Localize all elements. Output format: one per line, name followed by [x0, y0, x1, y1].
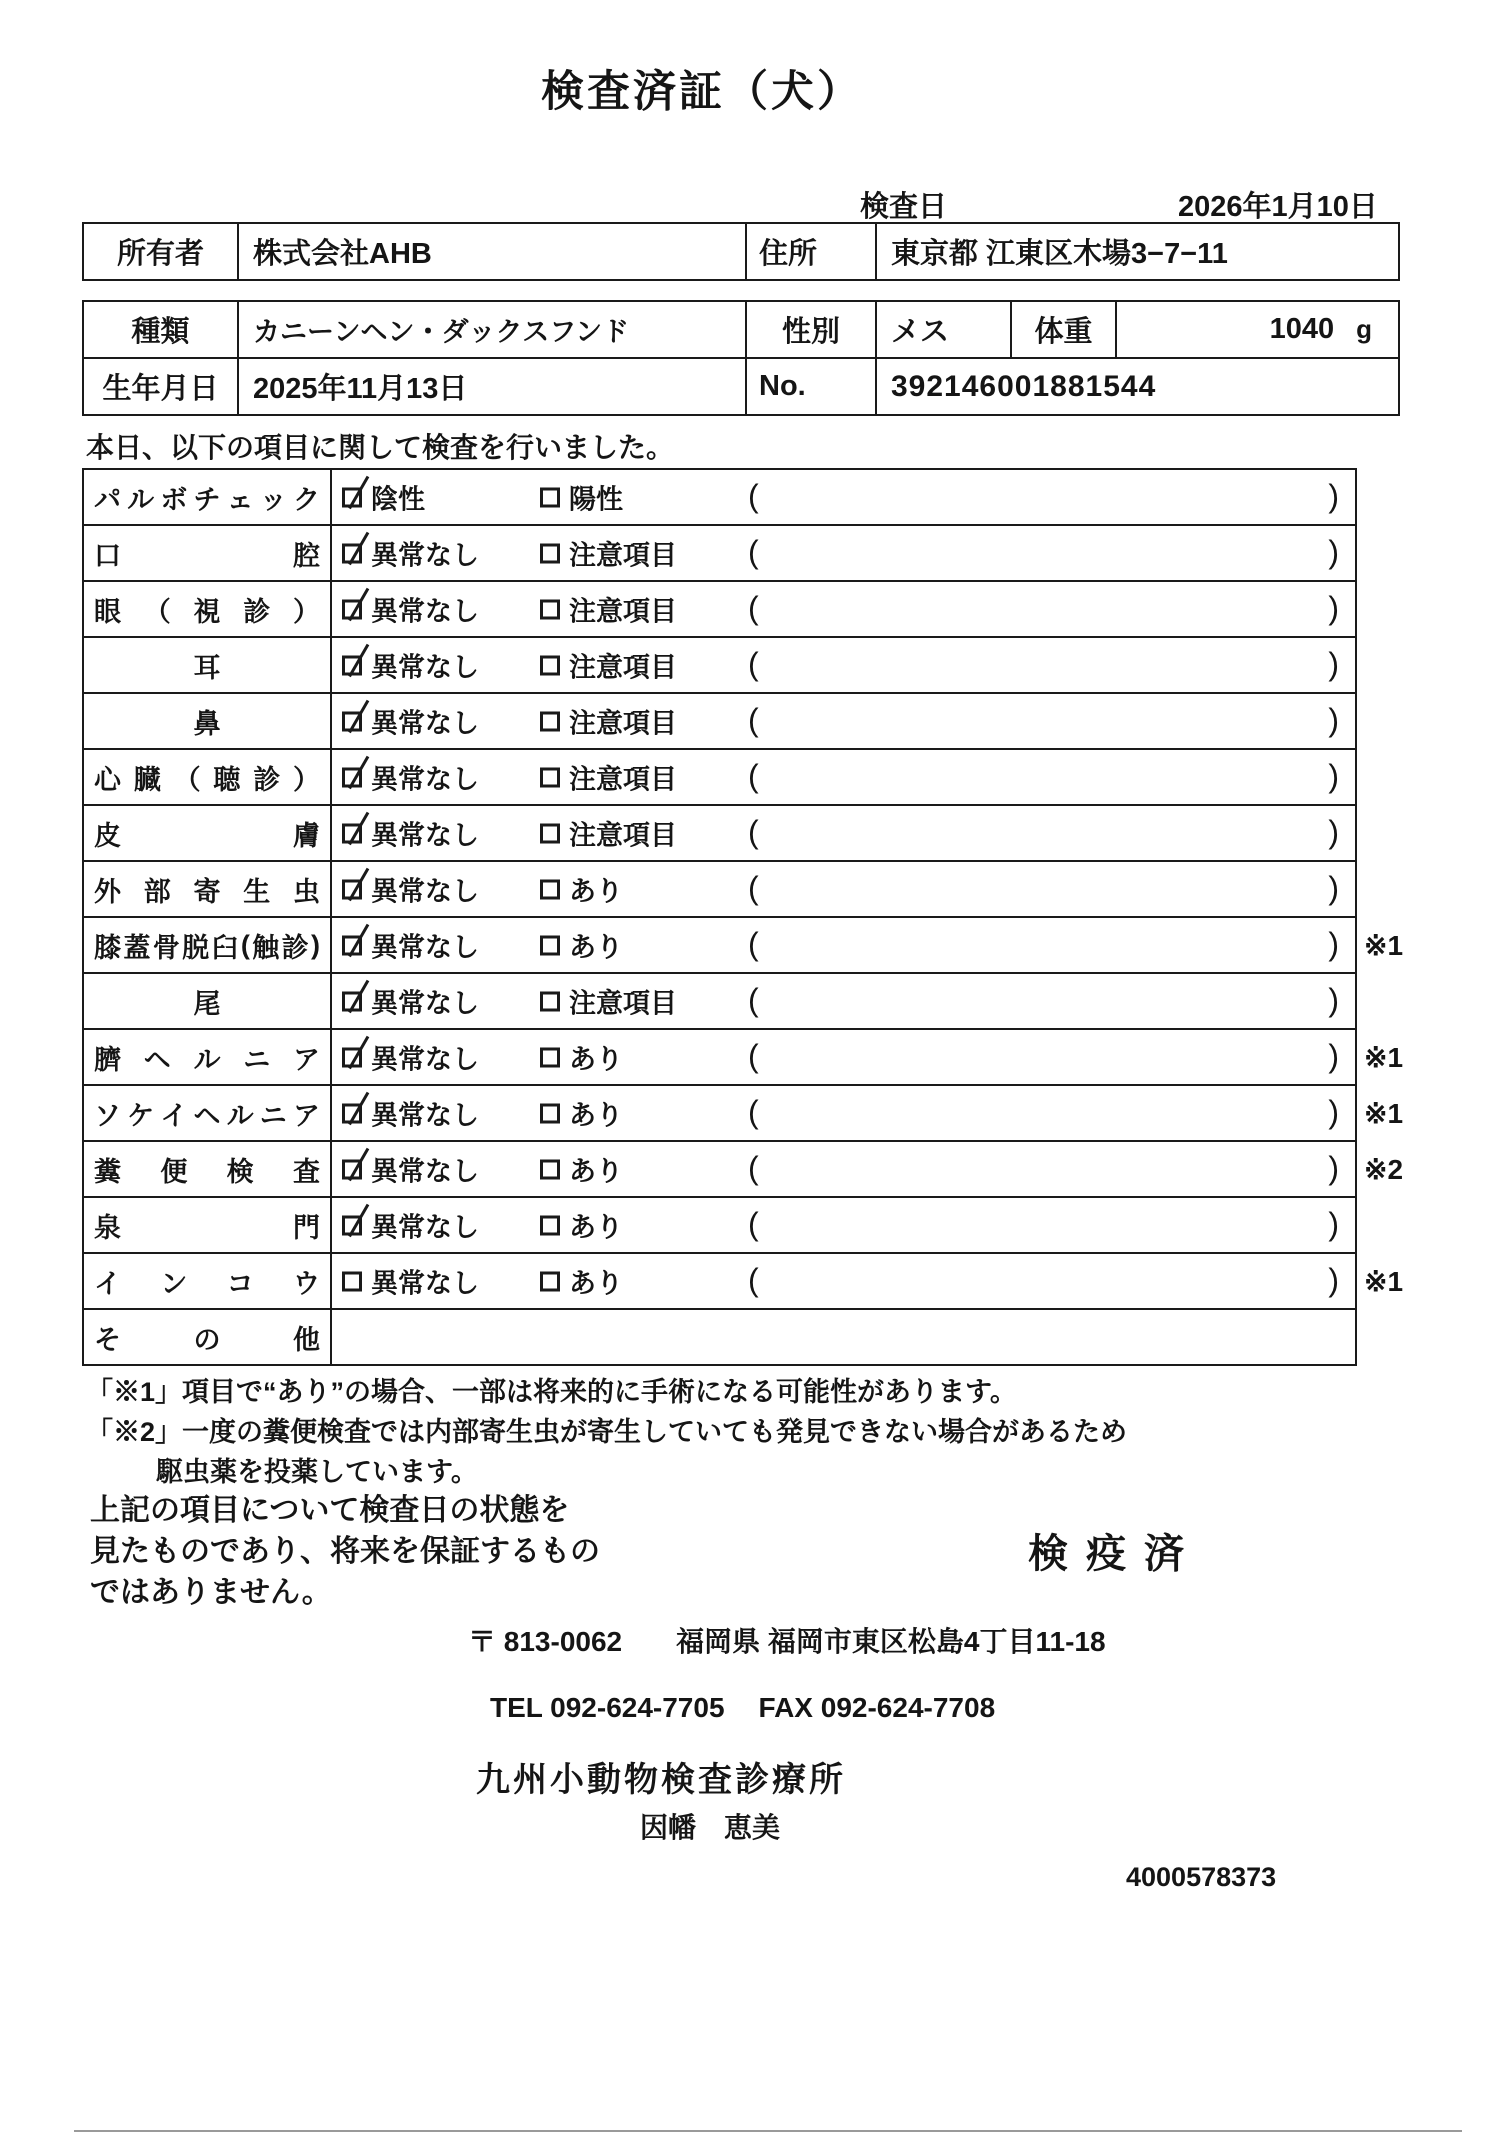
- exam-option-1: [342, 646, 479, 685]
- scan-edge-line: [74, 2130, 1462, 2132]
- exam-option-2: [540, 590, 677, 629]
- exam-option-1: [342, 982, 479, 1021]
- intro-text: 本日、以下の項目に関して検査を行いました。: [86, 432, 675, 463]
- exam-option-label: あり: [569, 1044, 623, 1075]
- exam-result-cell: [331, 1085, 1356, 1141]
- footnote-2: 「※2」一度の糞便検査では内部寄生虫が寄生していても発見できない場合があるため: [86, 1417, 1128, 1447]
- exam-result-cell: [331, 581, 1356, 637]
- weight-label-cell: 体重: [1011, 301, 1116, 358]
- sex-value-cell: メス: [876, 301, 1011, 358]
- exam-option-label: 注意項目: [569, 820, 677, 851]
- exam-row-mark: [1356, 1309, 1416, 1365]
- weight-value: 1040: [1269, 313, 1335, 345]
- checkbox-unchecked-icon: [540, 711, 560, 731]
- exam-option-label: 注意項目: [569, 988, 677, 1019]
- owner-label-cell: 所有者: [83, 223, 238, 280]
- no-label-cell: No.: [746, 358, 876, 415]
- exam-result-cell: [331, 525, 1356, 581]
- exam-row-mark: [1356, 1197, 1416, 1253]
- weight-unit: g: [1356, 314, 1372, 344]
- exam-item-label: 耳: [193, 652, 221, 683]
- checkbox-unchecked-icon: [540, 1215, 560, 1235]
- exam-row: [83, 861, 1416, 917]
- exam-result-cell: [331, 693, 1356, 749]
- exam-item-cell: [83, 469, 331, 525]
- document-code: 4000578373: [1126, 1862, 1277, 1892]
- clinic-address: 福岡県 福岡市東区松島4丁目11-18: [676, 1626, 1106, 1657]
- checkbox-checked-icon: [342, 1215, 362, 1235]
- exam-option-2: [540, 702, 677, 741]
- checkbox-checked-icon: [342, 1159, 362, 1179]
- checkbox-checked-icon: [342, 991, 362, 1011]
- exam-option-label: 異常なし: [371, 1212, 479, 1243]
- remarks-paren-open: (: [748, 589, 759, 626]
- exam-option-label: 異常なし: [371, 708, 479, 739]
- checkbox-checked-icon: [342, 879, 362, 899]
- exam-result-cell: [331, 805, 1356, 861]
- exam-item-cell: [83, 581, 331, 637]
- remarks-paren-close: ): [1328, 1149, 1339, 1186]
- checkbox-checked-icon: [342, 599, 362, 619]
- remarks-paren-close: ): [1328, 813, 1339, 850]
- exam-option-label: 異常なし: [371, 820, 479, 851]
- checkbox-unchecked-icon: [540, 1047, 560, 1067]
- exam-option-label: 異常なし: [371, 1044, 479, 1075]
- exam-option-1: [342, 926, 479, 965]
- exam-option-label: 注意項目: [569, 596, 677, 627]
- remarks-paren-close: ): [1328, 1093, 1339, 1130]
- exam-row-mark: ※1: [1364, 1097, 1404, 1129]
- exam-option-1: [342, 1094, 479, 1133]
- inspection-date-label: 検査日: [860, 191, 948, 223]
- exam-item-cell: [83, 1141, 331, 1197]
- exam-item-cell: [83, 1309, 331, 1365]
- clinic-name: 九州小動物検査診療所: [476, 1761, 846, 1799]
- exam-option-2: [540, 478, 623, 517]
- exam-option-2: [540, 1262, 623, 1301]
- remarks-paren-close: ): [1328, 533, 1339, 570]
- exam-result-cell: [331, 917, 1356, 973]
- checkbox-unchecked-icon: [540, 823, 560, 843]
- exam-item-cell: [83, 749, 331, 805]
- exam-row: [83, 525, 1416, 581]
- exam-table: [82, 468, 1417, 1366]
- checkbox-checked-icon: [342, 935, 362, 955]
- exam-row: [83, 1141, 1416, 1197]
- exam-option-label: 異常なし: [371, 932, 479, 963]
- exam-item-label: パ ル ボ チ ェ ッ ク: [94, 484, 320, 515]
- remarks-paren-open: (: [748, 1093, 759, 1130]
- remarks-paren-open: (: [748, 869, 759, 906]
- exam-row: [83, 1309, 1416, 1365]
- exam-row-mark: [1356, 637, 1416, 693]
- exam-option-label: 異常なし: [371, 1100, 479, 1131]
- exam-option-1: [342, 702, 479, 741]
- exam-row: [83, 1197, 1416, 1253]
- footnote-1: 「※1」項目で“あり”の場合、一部は将来的に手術になる可能性があります。: [86, 1377, 1017, 1407]
- exam-item-label: 外 部 寄 生 虫: [94, 876, 320, 907]
- exam-result-cell: [331, 1253, 1356, 1309]
- exam-option-2: [540, 534, 677, 573]
- exam-row-mark: [1356, 693, 1416, 749]
- exam-item-cell: [83, 973, 331, 1029]
- disclaimer-line-2: 見たものであり、将来を保証するもの: [90, 1535, 600, 1568]
- exam-option-label: 陽性: [569, 484, 623, 515]
- birth-label-cell: 生年月日: [83, 358, 238, 415]
- checkbox-unchecked-icon: [540, 1271, 560, 1291]
- checkbox-unchecked-icon: [540, 1103, 560, 1123]
- exam-option-label: 異常なし: [371, 764, 479, 795]
- exam-item-cell: [83, 861, 331, 917]
- exam-item-label: 泉 門: [94, 1212, 320, 1243]
- exam-item-label: 皮 膚: [94, 820, 320, 851]
- exam-option-2: [540, 814, 677, 853]
- quarantine-stamp: 検疫済: [1028, 1532, 1202, 1576]
- exam-option-2: [540, 758, 677, 797]
- exam-result-cell: [331, 1029, 1356, 1085]
- clinic-tel: TEL 092-624-7705: [490, 1692, 725, 1723]
- exam-row: [83, 805, 1416, 861]
- checkbox-unchecked-icon: [342, 1271, 362, 1291]
- checkbox-checked-icon: [342, 655, 362, 675]
- animal-table: [82, 300, 1400, 416]
- exam-row: [83, 581, 1416, 637]
- exam-item-label: 眼 （ 視 診 ）: [94, 596, 320, 627]
- remarks-paren-close: ): [1328, 757, 1339, 794]
- exam-option-1: [342, 534, 479, 573]
- exam-option-2: [540, 1038, 623, 1077]
- exam-row: [83, 693, 1416, 749]
- remarks-paren-close: ): [1328, 1205, 1339, 1242]
- exam-option-label: 陰性: [371, 484, 425, 515]
- disclaimer-line-3: ではありません。: [90, 1576, 332, 1609]
- exam-result-cell: [331, 1197, 1356, 1253]
- remarks-paren-open: (: [748, 1261, 759, 1298]
- exam-option-label: 注意項目: [569, 540, 677, 571]
- remarks-paren-open: (: [748, 757, 759, 794]
- breed-label-cell: 種類: [83, 301, 238, 358]
- exam-result-cell: [331, 861, 1356, 917]
- breed-row: [83, 301, 1399, 358]
- clinic-fax: FAX 092-624-7708: [758, 1692, 996, 1723]
- checkbox-checked-icon: [342, 711, 362, 731]
- exam-option-label: 異常なし: [371, 540, 479, 571]
- exam-item-cell: [83, 1029, 331, 1085]
- exam-item-label: 口 腔: [94, 540, 320, 571]
- disclaimer-text: [90, 1490, 600, 1613]
- inspection-date-value: 2026年1月10日: [1178, 191, 1378, 223]
- exam-option-1: [342, 590, 479, 629]
- exam-row: [83, 469, 1416, 525]
- exam-option-1: [342, 758, 479, 797]
- exam-option-2: [540, 1094, 623, 1133]
- footnote-2-continued: 駆虫薬を投薬しています。: [156, 1457, 478, 1487]
- exam-item-label: イ ン コ ウ: [94, 1268, 320, 1299]
- exam-option-1: [342, 1206, 479, 1245]
- exam-option-2: [540, 926, 623, 965]
- remarks-paren-open: (: [748, 645, 759, 682]
- exam-option-label: あり: [569, 1156, 623, 1187]
- weight-value-cell: [1116, 301, 1399, 358]
- remarks-paren-close: ): [1328, 477, 1339, 514]
- exam-option-label: 異常なし: [371, 1268, 479, 1299]
- checkbox-unchecked-icon: [540, 655, 560, 675]
- remarks-paren-open: (: [748, 701, 759, 738]
- exam-option-2: [540, 1206, 623, 1245]
- sex-label-cell: 性別: [746, 301, 876, 358]
- checkbox-checked-icon: [342, 1047, 362, 1067]
- exam-item-label: ソ ケ イ ヘ ル ニ ア: [94, 1100, 320, 1131]
- exam-item-label: そ の 他: [94, 1324, 320, 1355]
- exam-option-label: 異常なし: [371, 876, 479, 907]
- exam-row-mark: ※2: [1364, 1153, 1404, 1185]
- exam-option-1: [342, 478, 425, 517]
- checkbox-unchecked-icon: [540, 599, 560, 619]
- exam-row: [83, 1253, 1416, 1309]
- exam-row: [83, 1085, 1416, 1141]
- remarks-paren-close: ): [1328, 1261, 1339, 1298]
- page-title: 検査済証（犬）: [541, 68, 863, 116]
- exam-row-mark: [1356, 469, 1416, 525]
- checkbox-checked-icon: [342, 487, 362, 507]
- exam-option-2: [540, 982, 677, 1021]
- exam-item-cell: [83, 1085, 331, 1141]
- checkbox-unchecked-icon: [540, 1159, 560, 1179]
- exam-row-mark: [1356, 805, 1416, 861]
- exam-row-mark: [1356, 581, 1416, 637]
- remarks-paren-open: (: [748, 533, 759, 570]
- footnotes: [86, 1372, 1127, 1492]
- exam-option-1: [342, 1262, 479, 1301]
- exam-option-label: 異常なし: [371, 1156, 479, 1187]
- remarks-paren-open: (: [748, 1149, 759, 1186]
- remarks-paren-close: ): [1328, 589, 1339, 626]
- remarks-paren-open: (: [748, 813, 759, 850]
- exam-row-mark: ※1: [1364, 1041, 1404, 1073]
- checkbox-unchecked-icon: [540, 543, 560, 563]
- exam-option-1: [342, 870, 479, 909]
- exam-item-label: 心 臓 （ 聴 診 ）: [94, 764, 320, 795]
- checkbox-checked-icon: [342, 767, 362, 787]
- exam-row-mark: ※1: [1364, 1265, 1404, 1297]
- remarks-paren-open: (: [748, 925, 759, 962]
- remarks-paren-close: ): [1328, 645, 1339, 682]
- exam-item-cell: [83, 1197, 331, 1253]
- remarks-paren-close: ): [1328, 869, 1339, 906]
- remarks-paren-open: (: [748, 1037, 759, 1074]
- birth-row: [83, 358, 1399, 415]
- remarks-paren-open: (: [748, 981, 759, 1018]
- clinic-postal-code: 〒 813-0062: [468, 1626, 623, 1657]
- exam-option-label: あり: [569, 1100, 623, 1131]
- exam-option-2: [540, 1150, 623, 1189]
- exam-item-cell: [83, 693, 331, 749]
- exam-row: [83, 637, 1416, 693]
- disclaimer-line-1: 上記の項目について検査日の状態を: [90, 1494, 570, 1527]
- exam-option-1: [342, 814, 479, 853]
- owner-value-cell: 株式会社AHB: [238, 223, 746, 280]
- exam-item-cell: [83, 525, 331, 581]
- remarks-paren-close: ): [1328, 981, 1339, 1018]
- exam-option-label: 注意項目: [569, 708, 677, 739]
- exam-option-label: 異常なし: [371, 988, 479, 1019]
- exam-result-cell: [331, 1141, 1356, 1197]
- exam-option-1: [342, 1150, 479, 1189]
- clinic-phone-line: [490, 1692, 995, 1724]
- exam-item-label: 臍 ヘ ル ニ ア: [94, 1044, 320, 1075]
- address-label-cell: 住所: [746, 223, 876, 280]
- exam-option-2: [540, 646, 677, 685]
- remarks-paren-close: ): [1328, 701, 1339, 738]
- exam-item-cell: [83, 805, 331, 861]
- exam-row-mark: ※1: [1364, 929, 1404, 961]
- exam-option-label: あり: [569, 1268, 623, 1299]
- checkbox-checked-icon: [342, 823, 362, 843]
- exam-option-label: 注意項目: [569, 764, 677, 795]
- checkbox-unchecked-icon: [540, 767, 560, 787]
- exam-option-label: 異常なし: [371, 652, 479, 683]
- exam-row: [83, 749, 1416, 805]
- exam-item-label: 膝 蓋 骨 脱 臼 ( 触 診 ): [94, 929, 320, 963]
- exam-option-2: [540, 870, 623, 909]
- exam-row-mark: [1356, 861, 1416, 917]
- checkbox-unchecked-icon: [540, 991, 560, 1011]
- exam-result-cell: [331, 637, 1356, 693]
- exam-row-mark: [1356, 525, 1416, 581]
- checkbox-unchecked-icon: [540, 879, 560, 899]
- checkbox-unchecked-icon: [540, 935, 560, 955]
- exam-option-label: 注意項目: [569, 652, 677, 683]
- exam-option-label: 異常なし: [371, 596, 479, 627]
- exam-result-cell: [331, 973, 1356, 1029]
- remarks-paren-close: ): [1328, 925, 1339, 962]
- breed-value-cell: カニーンヘン・ダックスフンド: [238, 301, 746, 358]
- exam-option-1: [342, 1038, 479, 1077]
- checkbox-unchecked-icon: [540, 487, 560, 507]
- exam-option-label: あり: [569, 1212, 623, 1243]
- exam-row-mark: [1356, 749, 1416, 805]
- veterinarian-name: 因幡 恵美: [640, 1812, 781, 1843]
- remarks-paren-open: (: [748, 477, 759, 514]
- address-value-cell: 東京都 江東区木場3−7−11: [876, 223, 1399, 280]
- checkbox-checked-icon: [342, 543, 362, 563]
- exam-item-cell: [83, 917, 331, 973]
- clinic-postal-line: [468, 1620, 1106, 1660]
- exam-row: [83, 917, 1416, 973]
- checkbox-checked-icon: [342, 1103, 362, 1123]
- exam-item-label: 鼻: [193, 708, 221, 739]
- owner-row: [83, 223, 1399, 280]
- exam-item-cell: [83, 637, 331, 693]
- exam-row-mark: [1356, 973, 1416, 1029]
- remarks-paren-open: (: [748, 1205, 759, 1242]
- exam-item-cell: [83, 1253, 331, 1309]
- exam-row: [83, 973, 1416, 1029]
- exam-option-label: あり: [569, 876, 623, 907]
- exam-result-cell: [331, 749, 1356, 805]
- remarks-paren-close: ): [1328, 1037, 1339, 1074]
- exam-option-label: あり: [569, 932, 623, 963]
- owner-table: [82, 222, 1400, 281]
- exam-row: [83, 1029, 1416, 1085]
- exam-item-label: 糞 便 検 査: [94, 1156, 320, 1187]
- exam-result-cell: [331, 469, 1356, 525]
- exam-result-cell: [331, 1309, 1356, 1365]
- birth-value-cell: 2025年11月13日: [238, 358, 746, 415]
- no-value-cell: 392146001881544: [876, 358, 1399, 415]
- exam-item-label: 尾: [193, 988, 221, 1019]
